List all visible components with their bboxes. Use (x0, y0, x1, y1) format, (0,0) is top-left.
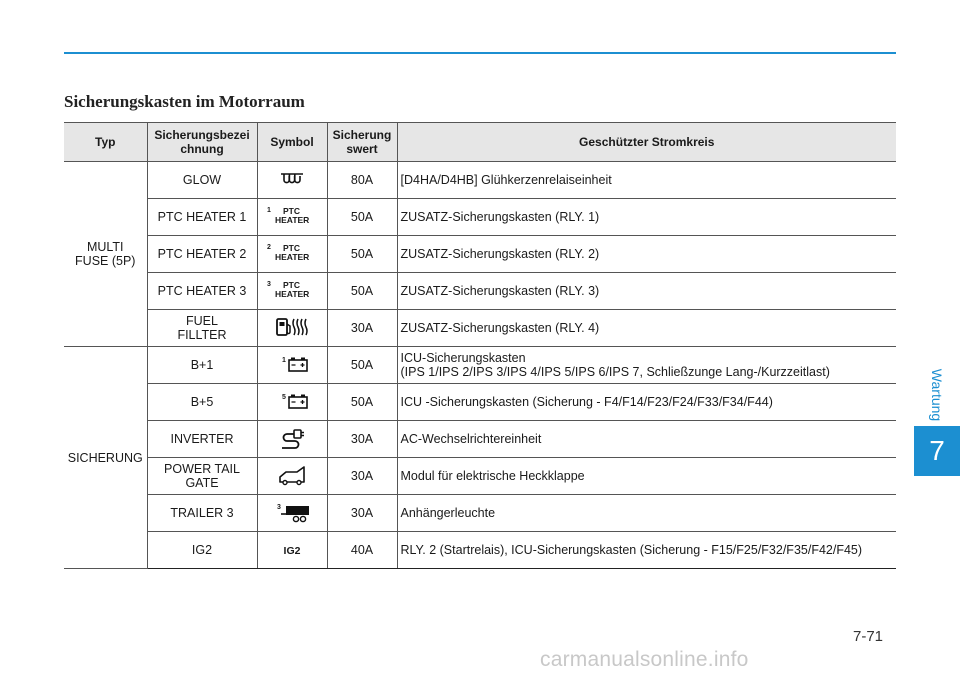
symbol-number: 1 (267, 207, 271, 214)
side-tab-label: Wartung (929, 368, 945, 422)
fuse-circuit: ZUSATZ-Sicherungskasten (RLY. 4) (397, 310, 896, 347)
fuse-name: TRAILER 3 (147, 495, 257, 532)
fuse-name-text: FUEL FILLTER (177, 314, 227, 342)
symbol-cell (257, 458, 327, 495)
symbol-cell (257, 199, 327, 236)
header-symbol: Symbol (257, 123, 327, 162)
table-row (64, 236, 896, 273)
fuse-value: 50A (327, 236, 397, 273)
fuse-value: 30A (327, 495, 397, 532)
fuse-name: IG2 (147, 532, 257, 569)
ptc-heater-icon (267, 242, 317, 264)
trailer-symbol (272, 501, 312, 523)
fuse-name: B+1 (147, 347, 257, 384)
battery-icon (272, 390, 312, 412)
fuse-circuit: Anhängerleuchte (397, 495, 896, 532)
page-number: 7-71 (853, 628, 884, 645)
circuit-line2: (IPS 1/IPS 2/IPS 3/IPS 4/IPS 5/IPS 6/IPS 7, Schließzunge Lang-/Kurzzeitlast) (400, 365, 830, 379)
fuse-name: GLOW (147, 162, 257, 199)
battery-symbol (272, 391, 312, 411)
fuse-value: 50A (327, 384, 397, 421)
battery-symbol (272, 354, 312, 374)
fuse-name: PTC HEATER 1 (147, 199, 257, 236)
symbol-line2: HEATER (275, 289, 310, 299)
symbol-number: 1 (282, 357, 286, 364)
fuse-value: 30A (327, 421, 397, 458)
table-row (64, 310, 896, 347)
fuel-filter-heater-icon (275, 316, 309, 338)
symbol-cell (257, 384, 327, 421)
ptc-heater-icon (267, 205, 317, 227)
symbol-cell (257, 162, 327, 199)
ptc-heater-symbol (267, 243, 317, 263)
fuse-name-text: POWER TAIL GATE (164, 462, 240, 490)
fuse-name: B+5 (147, 384, 257, 421)
symbol-cell (257, 347, 327, 384)
table-row (64, 273, 896, 310)
symbol-number: 3 (277, 503, 281, 511)
header-bezeichnung (147, 123, 257, 162)
table-row (64, 458, 896, 495)
trailer-icon (272, 501, 312, 523)
ptc-heater-symbol (267, 280, 317, 300)
fuse-name (147, 458, 257, 495)
table-row (64, 384, 896, 421)
table-row (64, 495, 896, 532)
symbol-line2: HEATER (275, 252, 310, 262)
fuse-value: 30A (327, 458, 397, 495)
symbol-line1: PTC (283, 243, 300, 253)
ig2-symbol-text: IG2 (283, 544, 301, 557)
symbol-cell (257, 532, 327, 569)
fuse-circuit: ZUSATZ-Sicherungskasten (RLY. 3) (397, 273, 896, 310)
fuse-circuit: ZUSATZ-Sicherungskasten (RLY. 1) (397, 199, 896, 236)
fuse-circuit: ICU -Sicherungskasten (Sicherung - F4/F14/F23/F24/F33/F34/F44) (397, 384, 896, 421)
group-sicherung: SICHERUNG (64, 347, 147, 569)
fuse-name: PTC HEATER 3 (147, 273, 257, 310)
header-wert (327, 123, 397, 162)
fuse-circuit: [D4HA/D4HB] Glühkerzenrelaiseinheit (397, 162, 896, 199)
table-row (64, 199, 896, 236)
header-kreis: Geschützter Stromkreis (397, 123, 896, 162)
ptc-heater-icon (267, 279, 317, 301)
table-row (64, 162, 896, 199)
group-label: MULTI FUSE (5P) (75, 240, 136, 268)
section-title: Sicherungskasten im Motorraum (64, 92, 305, 111)
tailgate-icon (277, 464, 307, 486)
fuse-circuit (397, 347, 896, 384)
fuse-circuit: ZUSATZ-Sicherungskasten (RLY. 2) (397, 236, 896, 273)
battery-icon (272, 353, 312, 375)
table-row (64, 421, 896, 458)
fuse-value: 40A (327, 532, 397, 569)
circuit-line1: ICU-Sicherungskasten (400, 351, 526, 365)
fuse-circuit: AC-Wechselrichtereinheit (397, 421, 896, 458)
symbol-cell (257, 495, 327, 532)
header-wert-text: Sicherungswert (332, 128, 392, 156)
header-bezeichnung-text: Sicherungsbezeichnung (154, 128, 250, 156)
group-multi-fuse (64, 162, 147, 347)
fuse-value: 50A (327, 199, 397, 236)
symbol-number: 5 (282, 394, 286, 401)
symbol-cell (257, 273, 327, 310)
inverter-plug-icon (279, 427, 305, 449)
header-row (64, 123, 896, 162)
table-row (64, 347, 896, 384)
watermark: carmanualsonline.info (540, 648, 749, 671)
fuse-circuit: Modul für elektrische Heckklappe (397, 458, 896, 495)
fuse-value: 80A (327, 162, 397, 199)
header-typ: Typ (64, 123, 147, 162)
fuse-value: 50A (327, 347, 397, 384)
symbol-line2: HEATER (275, 215, 310, 225)
fuse-value: 30A (327, 310, 397, 347)
symbol-cell (257, 310, 327, 347)
symbol-cell (257, 236, 327, 273)
fuse-table (64, 122, 896, 569)
ptc-heater-symbol (267, 206, 317, 226)
fuse-name (147, 310, 257, 347)
fuse-circuit: RLY. 2 (Startrelais), ICU-Sicherungskasten (Sicherung - F15/F25/F32/F35/F42/F45) (397, 532, 896, 569)
symbol-number: 3 (267, 281, 271, 288)
symbol-line1: PTC (283, 280, 300, 290)
fuse-name: INVERTER (147, 421, 257, 458)
symbol-number: 2 (267, 244, 271, 251)
top-rule (64, 52, 896, 54)
fuse-name: PTC HEATER 2 (147, 236, 257, 273)
symbol-line1: PTC (283, 206, 300, 216)
symbol-cell (257, 421, 327, 458)
table-row (64, 532, 896, 569)
chapter-tab: 7 (914, 426, 960, 476)
fuse-value: 50A (327, 273, 397, 310)
glow-plug-icon (279, 169, 305, 191)
